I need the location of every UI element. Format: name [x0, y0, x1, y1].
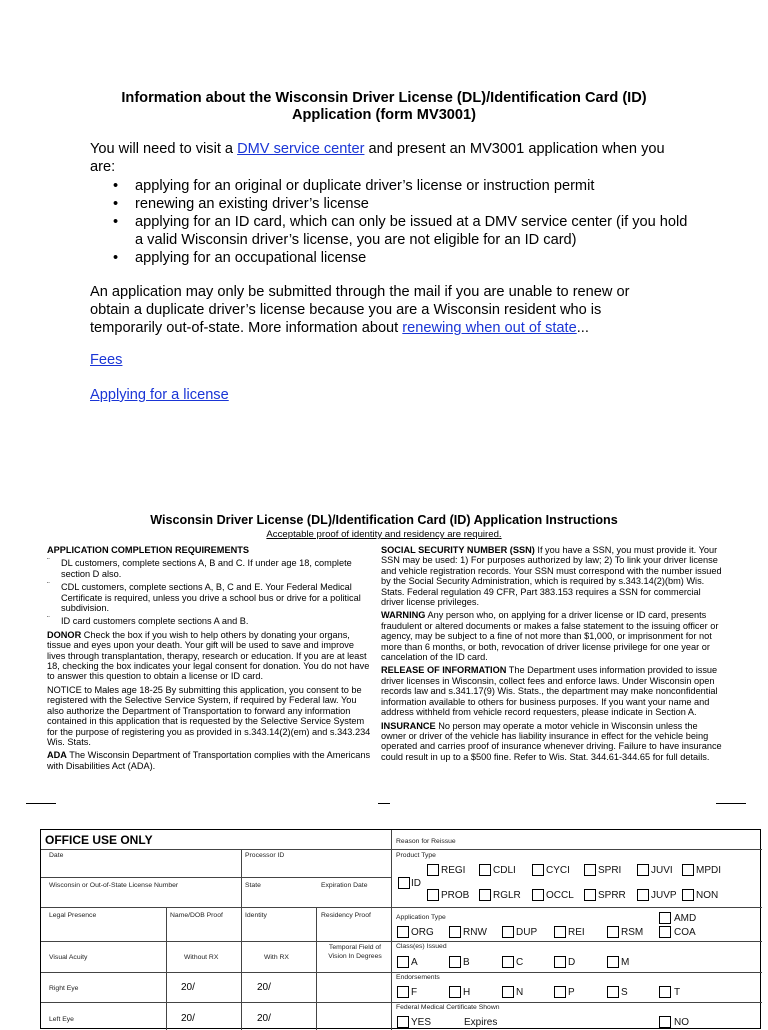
- divider: [716, 803, 746, 804]
- product-label: JUVI: [651, 865, 673, 876]
- donor-text: Check the box if you wish to help others by donating your organs, tissue and eyes upon your death. Your gift will be used to save and improve lives through transplantation, therapy, research or education. If you are at least 18, checking the box indicates your legal consent for donation. You do not have to answer this question to obtain a license or ID card.: [47, 629, 370, 682]
- class-c-checkbox[interactable]: [502, 956, 514, 968]
- processor-id-label: Processor ID: [245, 852, 285, 859]
- product-type-label: Product Type: [396, 852, 436, 859]
- list-item: • applying for an original or duplicate driver’s license or instruction permit: [113, 177, 693, 195]
- product-occl-checkbox[interactable]: [532, 889, 544, 901]
- instructions-subtitle: Acceptable proof of identity and residency are required.: [266, 529, 502, 540]
- product-label: MPDI: [696, 865, 721, 876]
- list-item: • applying for an ID card, which can only be issued at a DMV service center (if you hold a valid Wisconsin driver’s license, you are not eligible for an ID card): [113, 213, 693, 249]
- req-item-text: DL customers, complete sections A, B and C. If under age 18, complete section D also.: [61, 558, 352, 579]
- warning-text: Any person who, on applying for a driver license or ID card, presents fraudulent or altered documents or makes a false statement to the issuing officer or agency, may be subject to a fine of not more than $1,000, or imprisonment for not more than 6 months, or both, revocation of driver license privilege for one year or cancelation of the ID card.: [381, 610, 719, 663]
- ada-heading: ADA: [47, 750, 67, 761]
- instructions-right-column: [381, 545, 723, 765]
- with-rx-label: With RX: [264, 954, 289, 961]
- product-label: REGI: [441, 865, 466, 876]
- fed-medical-yes-checkbox[interactable]: [397, 1016, 409, 1028]
- amd-label: AMD: [674, 913, 697, 924]
- intro-before: You will need to visit a: [90, 141, 238, 157]
- instructions-left-column: [47, 545, 372, 774]
- product-cdli-checkbox[interactable]: [479, 864, 491, 876]
- class-label: A: [411, 957, 418, 968]
- endorsement-label: N: [516, 987, 524, 998]
- info-title: Information about the Wisconsin Driver License (DL)/Identification Card (ID) Application (form MV3001): [121, 90, 647, 123]
- class-m-checkbox[interactable]: [607, 956, 619, 968]
- office-use-title: OFFICE USE ONLY: [45, 833, 153, 847]
- endorsement-s-checkbox[interactable]: [607, 986, 619, 998]
- temporal-field-label: Temporal Field of Vision In Degrees: [328, 944, 382, 960]
- classes-issued-label: Class(es) Issued: [396, 943, 447, 950]
- product-prob-checkbox[interactable]: [427, 889, 439, 901]
- product-mpdi-checkbox[interactable]: [682, 864, 694, 876]
- warning-heading: WARNING: [381, 610, 426, 621]
- app-type-dup-checkbox[interactable]: [502, 926, 514, 938]
- release-text: The Department uses information provided to issue driver licenses in Wisconsin, collect fees and enforce laws. Under Wisconsin open records law and s.341.17(9) Wis. Stats., the department may make nonconfidential information available to others for business purposes. If you want your name and address withheld from vehicle record requesters, please indicate in Section A.: [381, 665, 718, 718]
- insurance-heading: INSURANCE: [381, 720, 436, 731]
- amd-checkbox[interactable]: [659, 912, 671, 924]
- renewing-out-of-state-link[interactable]: renewing when out of state: [402, 320, 577, 336]
- product-label: RGLR: [493, 890, 521, 901]
- instructions-title: Wisconsin Driver License (DL)/Identification Card (ID) Application Instructions: [150, 513, 618, 527]
- endorsement-label: S: [621, 987, 628, 998]
- req-item-text: ID card customers complete sections A and B.: [61, 616, 249, 627]
- identity-label: Identity: [245, 912, 267, 919]
- app-type-label: DUP: [516, 927, 538, 938]
- visual-acuity-label: Visual Acuity: [49, 954, 88, 961]
- info-intro: [90, 140, 680, 176]
- app-type-label: ORG: [411, 927, 434, 938]
- para-text: An application may only be submitted through the mail if you are unable to renew or obtain a duplicate driver’s license because you are a Wisconsin resident who is temporarily out-of-state. More information about: [90, 284, 630, 336]
- fed-medical-no-label: NO: [674, 1017, 689, 1028]
- list-item: • applying for an occupational license: [113, 249, 693, 267]
- app-type-label: RSM: [621, 927, 644, 938]
- req-heading: APPLICATION COMPLETION REQUIREMENTS: [47, 545, 249, 555]
- endorsement-label: T: [674, 987, 681, 998]
- left-eye-without-rx: 20/: [181, 1013, 195, 1024]
- product-label: SPRI: [598, 865, 622, 876]
- product-label: SPRR: [598, 890, 626, 901]
- fed-medical-yes-label: YES: [411, 1017, 432, 1028]
- fed-medical-no-checkbox[interactable]: [659, 1016, 671, 1028]
- class-label: D: [568, 957, 576, 968]
- app-type-rei-checkbox[interactable]: [554, 926, 566, 938]
- endorsement-f-checkbox[interactable]: [397, 986, 409, 998]
- para-end: ...: [576, 320, 589, 336]
- product-label: NON: [696, 890, 719, 901]
- legal-presence-label: Legal Presence: [49, 912, 97, 919]
- class-label: C: [516, 957, 524, 968]
- ssn-text: If you have a SSN, you must provide it. Your SSN may be used: 1) For purposes authorized by law; 2) To link your driver license and vehicle registration records. Your SSN must correspond with the number issued by the Social Security Administration, which is required by s.343.14(2)(bm) Wis. Stats. Federal regulation 49 CFR, Part 383.153 requires a SSN for commercial driver license privileges.: [381, 545, 722, 608]
- endorsement-label: P: [568, 987, 575, 998]
- ssn-heading: SOCIAL SECURITY NUMBER (SSN): [381, 545, 535, 555]
- fed-medical-expires-label: Expires: [464, 1017, 498, 1028]
- divider: [378, 803, 390, 804]
- product-id-label: ID: [411, 878, 421, 889]
- name-dob-proof-label: Name/DOB Proof: [170, 912, 223, 919]
- app-type-label: REI: [568, 927, 585, 938]
- product-cyci-checkbox[interactable]: [532, 864, 544, 876]
- list-item: ¨ DL customers, complete sections A, B and C. If under age 18, complete section D also.: [47, 557, 352, 579]
- coa-checkbox[interactable]: [659, 926, 671, 938]
- endorsement-h-checkbox[interactable]: [449, 986, 461, 998]
- without-rx-label: Without RX: [184, 954, 219, 961]
- endorsement-p-checkbox[interactable]: [554, 986, 566, 998]
- endorsement-t-checkbox[interactable]: [659, 986, 671, 998]
- state-label: State: [245, 882, 261, 889]
- info-bullet-list: [113, 177, 693, 267]
- release-heading: RELEASE OF INFORMATION: [381, 665, 507, 676]
- list-item: ¨ ID card customers complete sections A and B.: [47, 615, 249, 627]
- divider: [26, 803, 56, 804]
- left-eye-with-rx: 20/: [257, 1013, 271, 1024]
- class-label: B: [463, 957, 470, 968]
- donor-heading: DONOR: [47, 629, 82, 640]
- office-use-table: [40, 829, 761, 1029]
- product-rglr-checkbox[interactable]: [479, 889, 491, 901]
- right-eye-with-rx: 20/: [257, 982, 271, 993]
- reason-for-reissue-label: Reason for Reissue: [396, 838, 456, 845]
- product-id-checkbox[interactable]: [398, 877, 410, 889]
- app-type-rsm-checkbox[interactable]: [607, 926, 619, 938]
- dmv-service-center-link[interactable]: DMV service center: [237, 141, 365, 157]
- expiration-date-label: Expiration Date: [321, 882, 368, 889]
- product-label: OCCL: [546, 890, 574, 901]
- app-type-org-checkbox[interactable]: [397, 926, 409, 938]
- coa-label: COA: [674, 927, 696, 938]
- right-eye-label: Right Eye: [49, 985, 79, 992]
- residency-proof-label: Residency Proof: [321, 912, 371, 919]
- class-label: M: [621, 957, 630, 968]
- applying-for-license-link[interactable]: Applying for a license: [90, 387, 229, 403]
- list-item: ¨ CDL customers, complete sections A, B, C and E. Your Federal Medical Certificate is required, unless you drive a school bus or drive for a political subdivision.: [47, 581, 361, 614]
- product-juvp-checkbox[interactable]: [637, 889, 649, 901]
- intro-after: and present an MV3001 application when you are:: [90, 141, 665, 175]
- app-type-rnw-checkbox[interactable]: [449, 926, 461, 938]
- product-spri-checkbox[interactable]: [584, 864, 596, 876]
- date-label: Date: [49, 852, 64, 859]
- left-eye-label: Left Eye: [49, 1016, 74, 1023]
- product-label: JUVP: [651, 890, 677, 901]
- class-b-checkbox[interactable]: [449, 956, 461, 968]
- notice-text: By submitting this application, you consent to be registered with the Selective Service System, if required by Federal law. You also authorize the Department of Transportation to forward any information contained in this application that is requested by the Selective Service System for the purpose of registering you as provided in s.343.14(2)(em) and s.343.234 Wis. Stats.: [47, 684, 371, 747]
- fees-link[interactable]: Fees: [90, 352, 123, 368]
- fed-medical-label: Federal Medical Certificate Shown: [396, 1004, 500, 1011]
- notice-heading: NOTICE to Males age 18-25: [47, 684, 163, 695]
- mail-paragraph: [90, 283, 670, 337]
- list-item: • renewing an existing driver’s license: [113, 195, 693, 213]
- product-sprr-checkbox[interactable]: [584, 889, 596, 901]
- req-item-text: CDL customers, complete sections A, B, C and E. Your Federal Medical Certificate is required, unless you drive a school bus or drive for a political subdivision.: [61, 582, 361, 614]
- product-label: CYCI: [546, 865, 570, 876]
- product-juvi-checkbox[interactable]: [637, 864, 649, 876]
- endorsement-label: F: [411, 987, 418, 998]
- application-type-label: Application Type: [396, 914, 446, 921]
- ada-text: The Wisconsin Department of Transportation complies with the Americans with Disabilities Act (ADA).: [47, 750, 371, 771]
- class-a-checkbox[interactable]: [397, 956, 409, 968]
- endorsements-label: Endorsements: [396, 974, 440, 981]
- class-d-checkbox[interactable]: [554, 956, 566, 968]
- product-non-checkbox[interactable]: [682, 889, 694, 901]
- insurance-text: No person may operate a motor vehicle in Wisconsin unless the owner or driver of the vehicle has liability insurance in effect for the vehicle being operated and carries proof of insurance whenever driving. Failure to have insurance could result in up to a $500 fine. Refer to Wis. Stat. 344.61-344.65 for full details.: [381, 720, 722, 762]
- product-label: CDLI: [493, 865, 516, 876]
- endorsement-label: H: [463, 987, 471, 998]
- product-regi-checkbox[interactable]: [427, 864, 439, 876]
- app-type-label: RNW: [463, 927, 487, 938]
- endorsement-n-checkbox[interactable]: [502, 986, 514, 998]
- product-label: PROB: [441, 890, 470, 901]
- license-number-label: Wisconsin or Out-of-State License Number: [49, 882, 179, 889]
- right-eye-without-rx: 20/: [181, 982, 195, 993]
